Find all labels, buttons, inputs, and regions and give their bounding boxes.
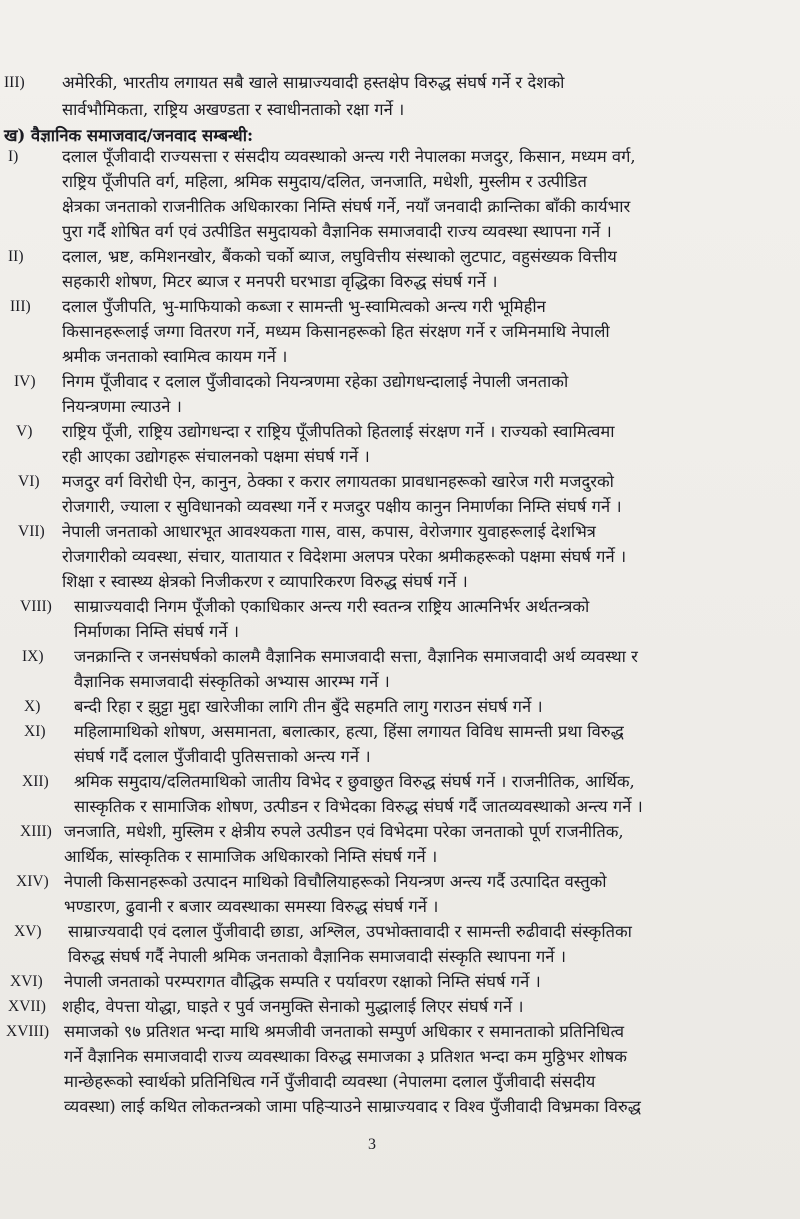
item-number: XVII)	[8, 998, 46, 1015]
item-text: संघर्ष गर्दै दलाल पुँजीवादी पुतिसत्ताको अन्त्य गर्ने ।	[74, 747, 371, 766]
item-text: क्षेत्रका जनताको राजनीतिक अधिकारका निम्ति संघर्ष गर्ने, नयाँ जनवादी क्रान्तिका बाँकी कार्यभार	[62, 197, 631, 216]
item-text: बन्दी रिहा र झुट्टा मुद्दा खारेजीका लागि तीन बुँदे सहमति लागु गराउन संघर्ष गर्ने ।	[74, 697, 543, 716]
item-number: XVIII)	[6, 1023, 50, 1040]
item-text: विरुद्ध संघर्ष गर्दै नेपाली श्रमिक जनताको वैज्ञानिक समाजवादी संस्कृति स्थापना गर्ने ।	[68, 947, 566, 966]
page-number: 3	[368, 1136, 376, 1153]
item-text: श्रमिक समुदाय/दलितमाथिको जातीय विभेद र छुवाछुत विरुद्ध संघर्ष गर्ने । राजनीतिक, आर्थिक,	[74, 772, 635, 791]
item-number: VIII)	[20, 598, 52, 615]
item-text: सास्कृतिक र सामाजिक शोषण, उत्पीडन र विभेदका विरुद्ध संघर्ष गर्दै जातव्यवस्थाको अन्त्य गर्ने ।	[74, 797, 643, 816]
item-text: राष्ट्रिय पूँजी, राष्ट्रिय उद्योगधन्दा र राष्ट्रिय पूँजीपतिको हितलाई संरक्षण गर्ने । राज्यको स्वामित्वमा	[62, 422, 615, 441]
item-text: महिलामाथिको शोषण, असमानता, बलात्कार, हत्या, हिंसा लगायत विविध सामन्ती प्रथा विरुद्ध	[74, 722, 624, 741]
item-number: XII)	[22, 773, 49, 790]
item-number: III)	[10, 298, 31, 315]
item-text: वैज्ञानिक समाजवादी संस्कृतिको अभ्यास आरम्भ गर्ने ।	[74, 672, 390, 691]
item-text: मजदुर वर्ग विरोधी ऐन, कानुन, ठेक्का र करार लगायतका प्रावधानहरूको खारेज गरी मजदुरको	[62, 472, 614, 491]
item-text: राष्ट्रिय पूँजीपति वर्ग, महिला, श्रमिक समुदाय/दलित, जनजाति, मधेशी, मुस्लीम र उत्पीडित	[62, 172, 587, 191]
item-text: निगम पूँजीवाद र दलाल पुँजीवादको नियन्त्रणमा रहेका उद्योगधन्दालाई नेपाली जनताको	[62, 372, 569, 391]
item-number: I)	[8, 148, 19, 165]
item-number: VI)	[18, 473, 40, 490]
item-text: रोजगारीको व्यवस्था, संचार, यातायात र विदेशमा अलपत्र परेका श्रमीकहरूको पक्षमा संघर्ष गर्ने ।	[62, 547, 627, 566]
item-text: श्रमीक जनताको स्वामित्व कायम गर्ने ।	[62, 347, 288, 366]
item-number: XIV)	[16, 873, 49, 890]
item-number: VII)	[18, 523, 45, 540]
item-number: XI)	[24, 723, 46, 740]
item-text: भण्डारण, ढुवानी र बजार व्यवस्थाका समस्या विरुद्ध संघर्ष गर्ने ।	[64, 897, 439, 916]
item-number: X)	[24, 698, 41, 715]
document-page: III) अमेरिकी, भारतीय लगायत सबै खाले साम्राज्यवादी हस्तक्षेप विरुद्ध संघर्ष गर्ने र देशको सार्वभौमिकता, राष्ट्रिय अखण्डता र स्वाधीनताको रक्षा गर्ने । ख) वैज्ञानिक समाजवाद/जनवाद सम्बन्धी: I) दलाल पूँजीवादी राज्यसत्ता र संसदीय व्यवस्थाको अन्त्य गरी नेपालका मजदुर, किसान, मध्यम वर्ग, राष्ट्रिय पूँजीपति वर्ग, महिला, श्रमिक समुदाय/दलित, जनजाति, मधेशी, मुस्लीम र उत्पीडित क्षेत्रका जनताको राजनीतिक अधिकारका निम्ति संघर्ष गर्ने, नयाँ जनवादी क्रान्तिका बाँकी कार्यभार पुरा गर्दै शोषित वर्ग एवं उत्पीडित समुदायको वैज्ञानिक समाजवादी राज्य व्यवस्था स्थापना गर्ने । II) दलाल, भ्रष्ट, कमिशनखोर, बैंकको चर्को ब्याज, लघुवित्तीय संस्थाको लुटपाट, वहुसंख्यक वित्तीय सहकारी शोषण, मिटर ब्याज र मनपरी घरभाडा वृद्धिका विरुद्ध संघर्ष गर्ने । III) दलाल पुँजीपति, भु-माफियाको कब्जा र सामन्ती भु-स्वामित्वको अन्त्य गरी भूमिहीन किसानहरूलाई जग्गा वितरण गर्ने, मध्यम किसानहरूको हित संरक्षण गर्ने र जमिनमाथि नेपाली श्रमीक जनताको स्वामित्व कायम गर्ने । IV) निगम पूँजीवाद र दलाल पुँजीवादको नियन्त्रणमा रहेका उद्योगधन्दालाई नेपाली जनताको नियन्त्रणमा ल्याउने । V) राष्ट्रिय पूँजी, राष्ट्रिय उद्योगधन्दा र राष्ट्रिय पूँजीपतिको हितलाई संरक्षण गर्ने । राज्यको स्वामित्वमा रही आएका उद्योगहरू संचालनको पक्षमा संघर्ष गर्ने । VI) मजदुर वर्ग विरोधी ऐन, कानुन, ठेक्का र करार लगायतका प्रावधानहरूको खारेज गरी मजदुरको रोजगारी, ज्याला र सुविधानको व्यवस्था गर्ने र मजदुर पक्षीय कानुन निमार्णका निम्ति संघर्ष गर्ने । VII) नेपाली जनताको आधारभूत आवश्यकता गास, वास, कपास, वेरोजगार युवाहरूलाई देशभित्र रोजगारीको व्यवस्था, संचार, यातायात र विदेशमा अलपत्र परेका श्रमीकहरूको पक्षमा संघर्ष गर्ने । शिक्षा र स्वास्थ्य क्षेत्रको निजीकरण र व्यापारिकरण विरुद्ध संघर्ष गर्ने । VIII) साम्राज्यवादी निगम पूँजीको एकाधिकार अन्त्य गरी स्वतन्त्र राष्ट्रिय आत्मनिर्भर अर्थतन्त्रको निर्माणका निम्ति संघर्ष गर्ने । IX) जनक्रान्ति र जनसंघर्षको कालमै वैज्ञानिक समाजवादी सत्ता, वैज्ञानिक समाजवादी अर्थ व्यवस्था र वैज्ञानिक समाजवादी संस्कृतिको अभ्यास आरम्भ गर्ने । X) बन्दी रिहा र झुट्टा मुद्दा खारेजीका लागि तीन बुँदे सहमति लागु गराउन संघर्ष गर्ने । XI) महिलामाथिको शोषण, असमानता, बलात्कार, हत्या, हिंसा लगायत विविध सामन्ती प्रथा विरुद्ध संघर्ष गर्दै दलाल पुँजीवादी पुतिसत्ताको अन्त्य गर्ने । XII) श्रमिक समुदाय/दलितमाथिको जातीय विभेद र छुवाछुत विरुद्ध संघर्ष गर्ने । राजनीतिक, आर्थिक, सास्कृतिक र सामाजिक शोषण, उत्पीडन र विभेदका विरुद्ध संघर्ष गर्दै जातव्यवस्थाको अन्त्य गर्ने । XIII) जनजाति, मधेशी, मुस्लिम र क्षेत्रीय रुपले उत्पीडन एवं विभेदमा परेका जनताको पूर्ण राजनीतिक, आर्थिक, सांस्कृतिक र सामाजिक अधिकारको निम्ति संघर्ष गर्ने । XIV) नेपाली किसानहरूको उत्पादन माथिको विचौलियाहरूको नियन्त्रण अन्त्य गर्दै उत्पादित वस्तुको भण्डारण, ढुवानी र बजार व्यवस्थाका समस्या विरुद्ध संघर्ष गर्ने । XV) साम्राज्यवादी एवं दलाल पुँजीवादी छाडा, अश्लिल, उपभोक्तावादी र सामन्ती रुढीवादी संस्कृतिका विरुद्ध संघर्ष गर्दै नेपाली श्रमिक जनताको वैज्ञानिक समाजवादी संस्कृति स्थापना गर्ने । XVI) नेपाली जनताको परम्परागत वौद्धिक सम्पति र पर्यावरण रक्षाको निम्ति संघर्ष गर्ने । XVII) शहीद, वेपत्ता योद्धा, घाइते र पुर्व जनमुक्ति सेनाको मुद्धालाई लिएर संघर्ष गर्ने । XVIII) समाजको ९७ प्रतिशत भन्दा माथि श्रमजीवी जनताको सम्पुर्ण अधिकार र समानताको प्रतिनिधित्व गर्ने वैज्ञानिक समाजवादी राज्य व्यवस्थाका विरुद्ध समाजका ३ प्रतिशत भन्दा कम मुठ्ठिभर शोषक मान्छेहरूको स्वार्थको प्रतिनिधित्व गर्ने पुँजीवादी व्यवस्था (नेपालमा दलाल पुँजीवादी संसदीय व्यवस्था) लाई कथित लोकतन्त्रको जामा पहिऱ्याउने साम्राज्यवाद र विश्व पुँजीवादी विभ्रमका विरुद्ध 3	[0, 0, 800, 1219]
item-text: शहीद, वेपत्ता योद्धा, घाइते र पुर्व जनमुक्ति सेनाको मुद्धालाई लिएर संघर्ष गर्ने ।	[62, 997, 524, 1016]
item-text: सहकारी शोषण, मिटर ब्याज र मनपरी घरभाडा वृद्धिका विरुद्ध संघर्ष गर्ने ।	[62, 272, 498, 291]
item-text: नियन्त्रणमा ल्याउने ।	[62, 397, 182, 416]
item-text: अमेरिकी, भारतीय लगायत सबै खाले साम्राज्यवादी हस्तक्षेप विरुद्ध संघर्ष गर्ने र देशको	[62, 73, 565, 92]
item-text: शिक्षा र स्वास्थ्य क्षेत्रको निजीकरण र व्यापारिकरण विरुद्ध संघर्ष गर्ने ।	[62, 572, 468, 591]
item-text: जनजाति, मधेशी, मुस्लिम र क्षेत्रीय रुपले उत्पीडन एवं विभेदमा परेका जनताको पूर्ण राजनीतिक,	[64, 822, 624, 841]
item-text: रही आएका उद्योगहरू संचालनको पक्षमा संघर्ष गर्ने ।	[62, 447, 370, 466]
item-text: दलाल पुँजीपति, भु-माफियाको कब्जा र सामन्ती भु-स्वामित्वको अन्त्य गरी भूमिहीन	[62, 297, 546, 316]
item-text: नेपाली जनताको आधारभूत आवश्यकता गास, वास, कपास, वेरोजगार युवाहरूलाई देशभित्र	[62, 522, 596, 541]
item-text: साम्राज्यवादी निगम पूँजीको एकाधिकार अन्त्य गरी स्वतन्त्र राष्ट्रिय आत्मनिर्भर अर्थतन्त्रको	[74, 597, 590, 616]
item-text: नेपाली किसानहरूको उत्पादन माथिको विचौलियाहरूको नियन्त्रण अन्त्य गर्दै उत्पादित वस्तुको	[64, 872, 607, 891]
item-text: व्यवस्था) लाई कथित लोकतन्त्रको जामा पहिऱ्याउने साम्राज्यवाद र विश्व पुँजीवादी विभ्रमका विरुद्ध	[64, 1097, 641, 1116]
item-text: गर्ने वैज्ञानिक समाजवादी राज्य व्यवस्थाका विरुद्ध समाजका ३ प्रतिशत भन्दा कम मुठ्ठिभर शोषक	[64, 1047, 627, 1066]
item-text: समाजको ९७ प्रतिशत भन्दा माथि श्रमजीवी जनताको सम्पुर्ण अधिकार र समानताको प्रतिनिधित्व	[64, 1022, 624, 1041]
item-text: दलाल, भ्रष्ट, कमिशनखोर, बैंकको चर्को ब्याज, लघुवित्तीय संस्थाको लुटपाट, वहुसंख्यक वित्तीय	[62, 247, 617, 266]
item-number: IV)	[14, 373, 36, 390]
item-text: साम्राज्यवादी एवं दलाल पुँजीवादी छाडा, अश्लिल, उपभोक्तावादी र सामन्ती रुढीवादी संस्कृतिका	[68, 922, 632, 941]
item-text: नेपाली जनताको परम्परागत वौद्धिक सम्पति र पर्यावरण रक्षाको निम्ति संघर्ष गर्ने ।	[64, 972, 541, 991]
item-text: किसानहरूलाई जग्गा वितरण गर्ने, मध्यम किसानहरूको हित संरक्षण गर्ने र जमिनमाथि नेपाली	[62, 322, 610, 341]
item-number: XV)	[14, 923, 42, 940]
item-number: XVI)	[10, 973, 43, 990]
item-text: दलाल पूँजीवादी राज्यसत्ता र संसदीय व्यवस्थाको अन्त्य गरी नेपालका मजदुर, किसान, मध्यम वर्ग,	[62, 147, 636, 166]
item-text: आर्थिक, सांस्कृतिक र सामाजिक अधिकारको निम्ति संघर्ष गर्ने ।	[64, 847, 438, 866]
item-number: IX)	[22, 648, 44, 665]
item-number: II)	[8, 248, 24, 265]
item-text: सार्वभौमिकता, राष्ट्रिय अखण्डता र स्वाधीनताको रक्षा गर्ने ।	[62, 100, 405, 119]
item-number: III)	[4, 74, 25, 91]
item-text: पुरा गर्दै शोषित वर्ग एवं उत्पीडित समुदायको वैज्ञानिक समाजवादी राज्य व्यवस्था स्थापना गर्ने ।	[62, 222, 612, 241]
item-text: रोजगारी, ज्याला र सुविधानको व्यवस्था गर्ने र मजदुर पक्षीय कानुन निमार्णका निम्ति संघर्ष गर्ने ।	[62, 497, 622, 516]
item-text: जनक्रान्ति र जनसंघर्षको कालमै वैज्ञानिक समाजवादी सत्ता, वैज्ञानिक समाजवादी अर्थ व्यवस्था र	[74, 647, 638, 666]
item-number: V)	[16, 423, 33, 440]
item-text: निर्माणका निम्ति संघर्ष गर्ने ।	[74, 622, 240, 641]
item-number: XIII)	[20, 823, 52, 840]
item-text: मान्छेहरूको स्वार्थको प्रतिनिधित्व गर्ने पुँजीवादी व्यवस्था (नेपालमा दलाल पुँजीवादी संसदीय	[64, 1072, 596, 1091]
